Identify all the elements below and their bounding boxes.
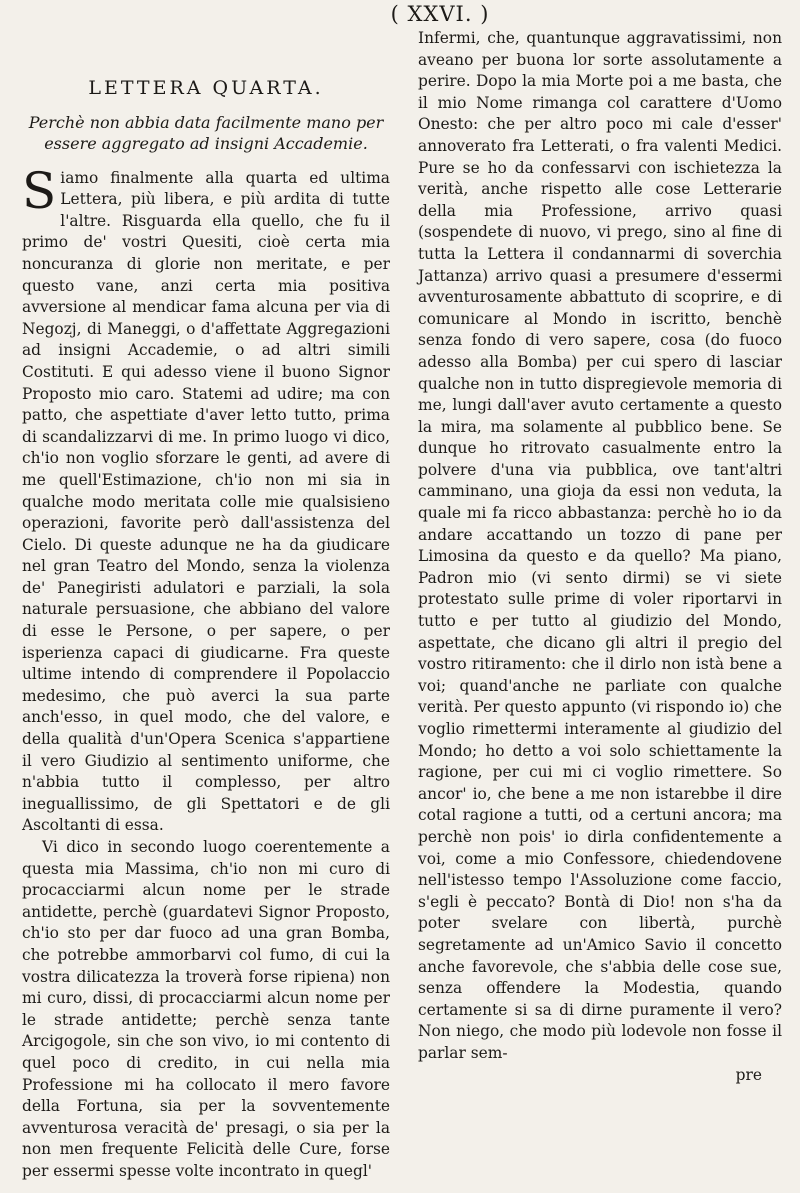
paragraph-2: Vi dico in secondo luogo coerentemente a questa mia Massima, ch'io non mi curo di procacciarmi alcun nome per le strade antidette, perchè (guardatevi Signor Proposto, ch'io sto per dar fuoco ad una gran Bomba, che potrebbe ammorbarvi col fumo, di cui la vostra dilicatezza la troverà forse ripiena) non mi curo, dissi, di procacciarmi alcun nome per le strade antidette; perchè senza tante Arcigogole, sin che son vivo, io mi contento di quel poco di credito, in cui nella mia Professione mi ha collocato il mero favore della Fortuna, sia per la sovventemente avventurosa veracità de' presagi, o sia per la non men frequente Felicità delle Cure, forse per essermi spesse volte incontrato in quegl' xyxy=(22,838,390,1180)
paragraph-1-text: iamo finalmente alla quarta ed ultima Lettera, più libera, e più ardita di tutte l'altre. Risguarda ella quello, che fu il primo de' vostri Quesiti, cioè certa mia noncuranza di glorie non meritate, e per questo vane, anzi certa mia positiva avversione al mendicar fama alcuna per via di Negozj, di Maneggi, o d'affettate Aggregazioni ad insigni Accademie, o ad altri simili Costituti. E qui adesso viene il buono Signor Proposto mio caro. Statemi ad udire; ma con patto, che aspettiate d'aver letto tutto, prima di scandalizzarvi di me. In primo luogo vi dico, ch'io non voglio sforzare le genti, ad avere di me quell'Estimazione, ch'io non mi sia in qualche modo meritata colle mie qualsisieno operazioni, favorite però dall'assistenza del Cielo. Di queste adunque ne ha da giudicare nel gran Teatro del Mondo, senza la violenza de' Panegiristi adulatori e parziali, la sola naturale persuasione, che abbiano del valore di esse le Persone, o per sapere, o per isperienza capaci di giudicarne. Fra queste ultime intendo di comprendere il Popolaccio medesimo, che può averci la sua parte anch'esso, in quel modo, che del valore, e della qualità d'un'Opera Scenica s'appartiene il vero Giudizio al sentimento uniforme, che n'abbia tutto il complesso, per altro ineguallissimo, de gli Spettatori e de gli Ascoltanti di essa. xyxy=(22,168,390,835)
right-column xyxy=(418,28,782,1086)
page-number: ( XXVI. ) xyxy=(390,2,490,26)
paragraph-2-continued: Infermi, che, quantunque aggravatissimi, non aveano per buona lor sorte assolutamente a perire. Dopo la mia Morte poi a me basta, che il mio Nome rimanga col carattere d'Uomo Onesto: che per altro poco mi cale d'esser' annoverato fra Letterati, o fra valenti Medici. Pure se ho da confessarvi con ischietezza la verità, anche rispetto alle cose Letterarie della mia Professione, arrivo quasi (sospendete di nuovo, vi prego, sino al fine di tutta la Lettera il condannarmi di soverchia Jattanza) arrivo quasi a presumere d'essermi avventurosamente abbattuto di scoprire, e di comunicare al Mondo in iscritto, benchè senza fondo di vero sapere, cosa (do fuoco adesso alla Bomba) per cui spero di lasciar qualche non in tutto dispregievole memoria di me, lungi dall'aver avuto certamente a questo la mira, ma solamente al pubblico bene. Se dunque ho ritrovato casualmente entro la polvere d'una via pubblica, ove tant'altri camminano, una gioja da essi non veduta, la quale mi fa ricco abbastanza: perchè ho io da andare accattando un tozzo di pane per Limosina da questo e da quello? Ma piano, Padron mio (vi sento dirmi) se vi siete protestato sulle prime di voler riportarvi in tutto e per tutto al giudizio del Mondo, aspettate, che dicano gli altri il pregio del vostro ritiramento: che il dirlo non istà bene a voi; quand'anche ne parliate con qualche verità. Per questo appunto (vi rispondo io) che voglio rimettermi interamente al giudizio del Mondo; ho detto a voi solo schiettamente la ragione, per cui mi ci voglio rimettere. So ancor' io, che bene a me non istarebbe il dire cotal ragione a tutti, od a certuni ancora; ma perchè non pois' io dirla confidentemente a voi, come a mio Confessore, chiedendovene nell'istesso tempo l'Assoluzione come faccio, s'egli è peccato? Bontà di Dio! non s'ha da poter svelare con libertà, purchè segretamente ad un'Amico Savio il concetto anche favorevole, che s'abbia delle cose sue, senza offendere la Modestia, quando certamente si sa di dirne puramente il vero? Non niego, che modo più lodevole non fosse il parlar sem- xyxy=(418,29,782,1062)
letter-heading: LETTERA QUARTA. xyxy=(88,77,324,99)
left-column xyxy=(22,78,390,1183)
letter-subtitle: Perchè non abbia data facilmente mano per essere aggregato ad insigni Accademie. xyxy=(28,112,384,153)
paragraph-1 xyxy=(22,161,390,837)
drop-cap: S xyxy=(22,161,57,220)
catchword: pre xyxy=(735,1065,762,1084)
